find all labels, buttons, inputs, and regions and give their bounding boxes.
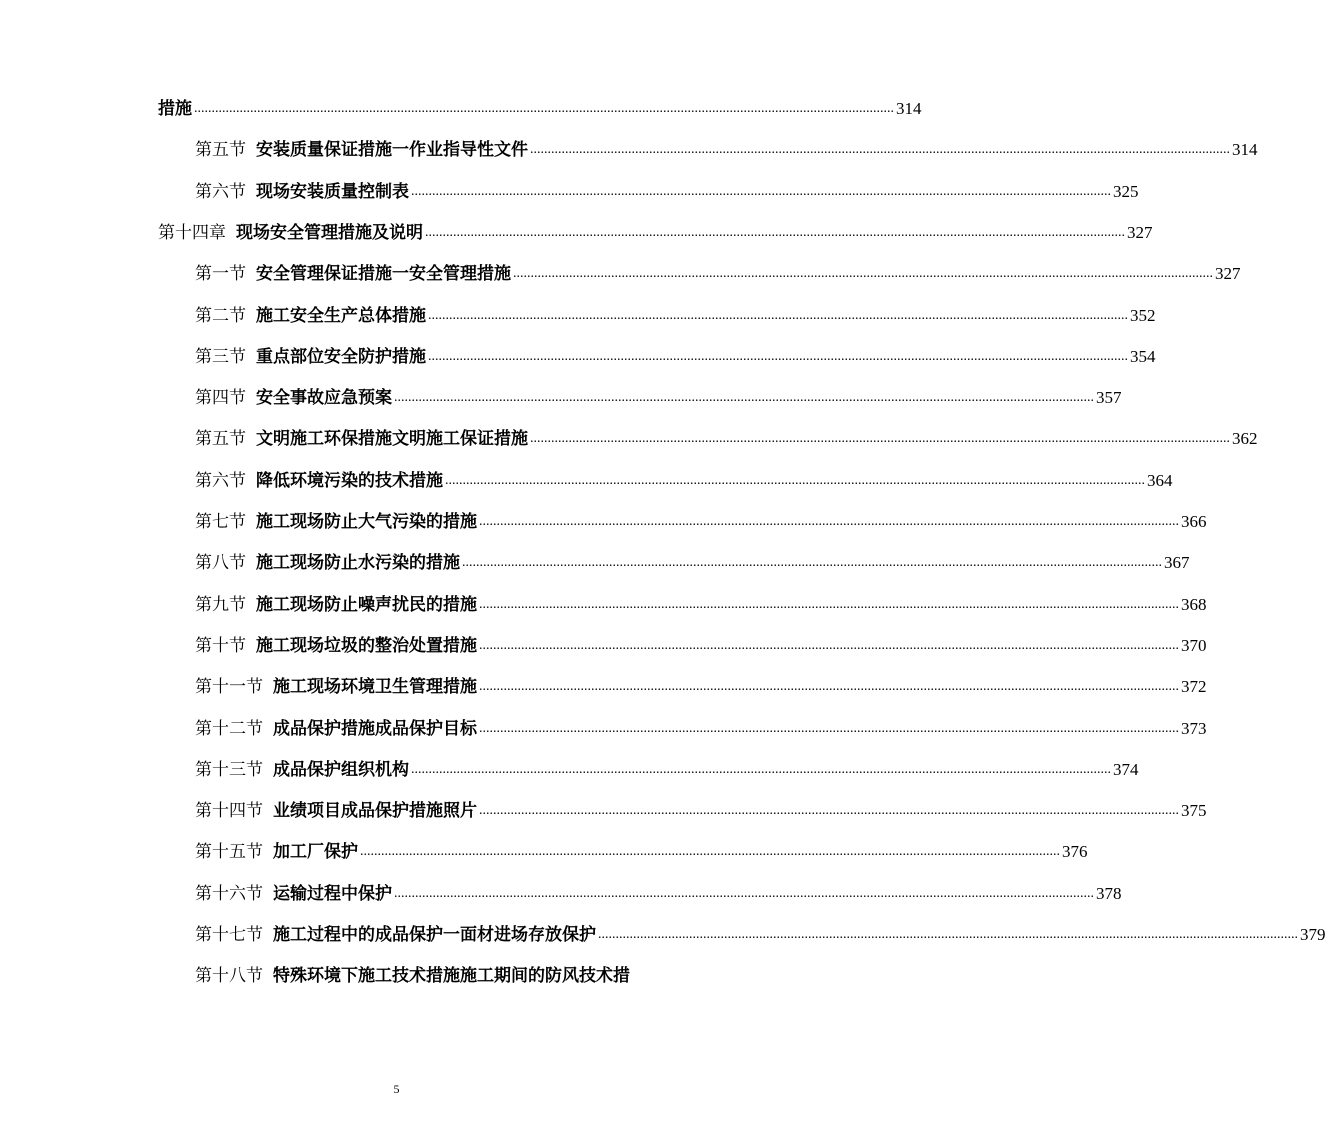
toc-entry-page: 352: [1130, 306, 1156, 325]
toc-entry-number: 第一节: [195, 264, 246, 284]
toc-dot-leader: ........................................................................................................................................................................................................: [530, 142, 1230, 157]
toc-dot-leader: ........................................................................................................................................................................................................: [479, 638, 1179, 653]
toc-entry-title: 安全事故应急预案: [256, 388, 392, 408]
toc-entry-page: 374: [1113, 760, 1139, 779]
toc-entry[interactable]: [195, 340, 1156, 368]
toc-entry-number: 第十一节: [195, 677, 263, 697]
toc-dot-leader: ........................................................................................................................................................................................................: [513, 266, 1213, 281]
toc-entry-number: 第七节: [195, 512, 246, 532]
toc-entry-title: 施工安全生产总体措施: [256, 306, 426, 326]
toc-dot-leader: ........................................................................................................................................................................................................: [479, 721, 1179, 736]
toc-entry[interactable]: [195, 175, 1139, 203]
toc-entry-page: 376: [1062, 842, 1088, 861]
toc-entry-page: 364: [1147, 471, 1173, 490]
toc-entry-title: 文明施工环保措施文明施工保证措施: [256, 429, 528, 449]
toc-dot-leader: ........................................................................................................................................................................................................: [479, 679, 1179, 694]
toc-entry-page: 373: [1181, 719, 1207, 738]
toc-entry-title: 措施: [158, 99, 192, 119]
toc-entry[interactable]: [195, 505, 1207, 533]
toc-entry-page: 372: [1181, 677, 1207, 696]
toc-dot-leader: ........................................................................................................................................................................................................: [479, 514, 1179, 529]
toc-entry[interactable]: [195, 381, 1122, 409]
toc-entry-number: 第十七节: [195, 925, 263, 945]
toc-dot-leader: ........................................................................................................................................................................................................: [194, 101, 894, 116]
toc-entry-title: 重点部位安全防护措施: [256, 347, 426, 367]
toc-entry-title: 降低环境污染的技术措施: [256, 471, 443, 491]
toc-entry-number: 第六节: [195, 182, 246, 202]
toc-entry-number: 第十五节: [195, 842, 263, 862]
toc-entry[interactable]: [195, 959, 674, 987]
toc-dot-leader: ........................................................................................................................................................................................................: [411, 762, 1111, 777]
toc-dot-leader: ........................................................................................................................................................................................................: [598, 927, 1298, 942]
toc-entry-page: 314: [896, 99, 922, 118]
toc-dot-leader: ........................................................................................................................................................................................................: [479, 803, 1179, 818]
toc-entry-page: 379: [1300, 925, 1326, 944]
toc-entry-page: 367: [1164, 553, 1190, 572]
toc-entry-page: 362: [1232, 429, 1258, 448]
toc-dot-leader: ........................................................................................................................................................................................................: [445, 473, 1145, 488]
toc-entry-title: 成品保护组织机构: [273, 760, 409, 780]
toc-entry[interactable]: [195, 794, 1207, 822]
toc-entry-number: 第十八节: [195, 966, 263, 986]
toc-entry[interactable]: [195, 546, 1190, 574]
toc-entry-number: 第十三节: [195, 760, 263, 780]
toc-entry-page: 366: [1181, 512, 1207, 531]
toc-entry-title: 现场安全管理措施及说明: [236, 223, 423, 243]
toc-entry-number: 第五节: [195, 140, 246, 160]
toc-entry-page: 314: [1232, 140, 1258, 159]
toc-entry[interactable]: [195, 464, 1173, 492]
toc-entry-title: 加工厂保护: [273, 842, 358, 862]
toc-entry[interactable]: [195, 588, 1207, 616]
toc-entry[interactable]: [195, 918, 1326, 946]
toc-entry[interactable]: [195, 670, 1207, 698]
toc-entry-number: 第二节: [195, 306, 246, 326]
toc-entry-number: 第八节: [195, 553, 246, 573]
toc-entry-number: 第九节: [195, 595, 246, 615]
toc-entry-title: 施工现场防止大气污染的措施: [256, 512, 477, 532]
toc-dot-leader: ........................................................................................................................................................................................................: [428, 349, 1128, 364]
toc-entry-title: 运输过程中保护: [273, 884, 392, 904]
toc-entry[interactable]: [195, 753, 1139, 781]
toc-entry[interactable]: [195, 133, 1258, 161]
toc-entry-page: 327: [1215, 264, 1241, 283]
toc-entry-number: 第三节: [195, 347, 246, 367]
toc-entry-number: 第十四章: [158, 223, 226, 243]
toc-entry-title: 施工过程中的成品保护一面材进场存放保护: [273, 925, 596, 945]
toc-entry-title: 业绩项目成品保护措施照片: [273, 801, 477, 821]
toc-entry-title: 施工现场垃圾的整治处置措施: [256, 636, 477, 656]
toc-dot-leader: ........................................................................................................................................................................................................: [360, 844, 1060, 859]
toc-entry-number: 第十二节: [195, 719, 263, 739]
toc-dot-leader: ........................................................................................................................................................................................................: [479, 597, 1179, 612]
toc-dot-leader: ........................................................................................................................................................................................................: [530, 431, 1230, 446]
toc-dot-leader: ........................................................................................................................................................................................................: [425, 225, 1125, 240]
toc-dot-leader: ........................................................................................................................................................................................................: [394, 390, 1094, 405]
toc-entry-title: 施工现场防止噪声扰民的措施: [256, 595, 477, 615]
toc-entry-title: 安装质量保证措施一作业指导性文件: [256, 140, 528, 160]
toc-entry-page: 370: [1181, 636, 1207, 655]
toc-entry-page: 378: [1096, 884, 1122, 903]
toc-entry-number: 第四节: [195, 388, 246, 408]
toc-entry-title: 安全管理保证措施一安全管理措施: [256, 264, 511, 284]
toc-entry[interactable]: [195, 835, 1088, 863]
toc-entry-title: 施工现场环境卫生管理措施: [273, 677, 477, 697]
toc-entry-title: 成品保护措施成品保护目标: [273, 719, 477, 739]
toc-entry[interactable]: [158, 92, 922, 120]
toc-dot-leader: ........................................................................................................................................................................................................: [462, 555, 1162, 570]
toc-entry-title: 施工现场防止水污染的措施: [256, 553, 460, 573]
toc-entry-page: 354: [1130, 347, 1156, 366]
toc-entry-page: 375: [1181, 801, 1207, 820]
toc-entry[interactable]: [158, 216, 1153, 244]
toc-dot-leader: ........................................................................................................................................................................................................: [411, 184, 1111, 199]
toc-entry[interactable]: [195, 299, 1156, 327]
toc-entry[interactable]: [195, 712, 1207, 740]
toc-entry-title: 现场安装质量控制表: [256, 182, 409, 202]
toc-entry[interactable]: [195, 877, 1122, 905]
toc-entry-number: 第十四节: [195, 801, 263, 821]
toc-entry-page: 325: [1113, 182, 1139, 201]
toc-entry-title: 特殊环境下施工技术措施施工期间的防风技术措: [273, 966, 630, 986]
toc-entry-page: 327: [1127, 223, 1153, 242]
toc-entry-page: 368: [1181, 595, 1207, 614]
toc-entry-number: 第十六节: [195, 884, 263, 904]
toc-entry-number: 第十节: [195, 636, 246, 656]
toc-entry[interactable]: [195, 257, 1241, 285]
toc-dot-leader: ........................................................................................................................................................................................................: [428, 308, 1128, 323]
toc-entry[interactable]: [195, 629, 1207, 657]
toc-entry-page: 357: [1096, 388, 1122, 407]
toc-entry-number: 第五节: [195, 429, 246, 449]
page-number: 5: [393, 1082, 400, 1096]
toc-dot-leader: ........................................................................................................................................................................................................: [394, 886, 1094, 901]
toc-entry[interactable]: [195, 422, 1258, 450]
toc-entry-number: 第六节: [195, 471, 246, 491]
